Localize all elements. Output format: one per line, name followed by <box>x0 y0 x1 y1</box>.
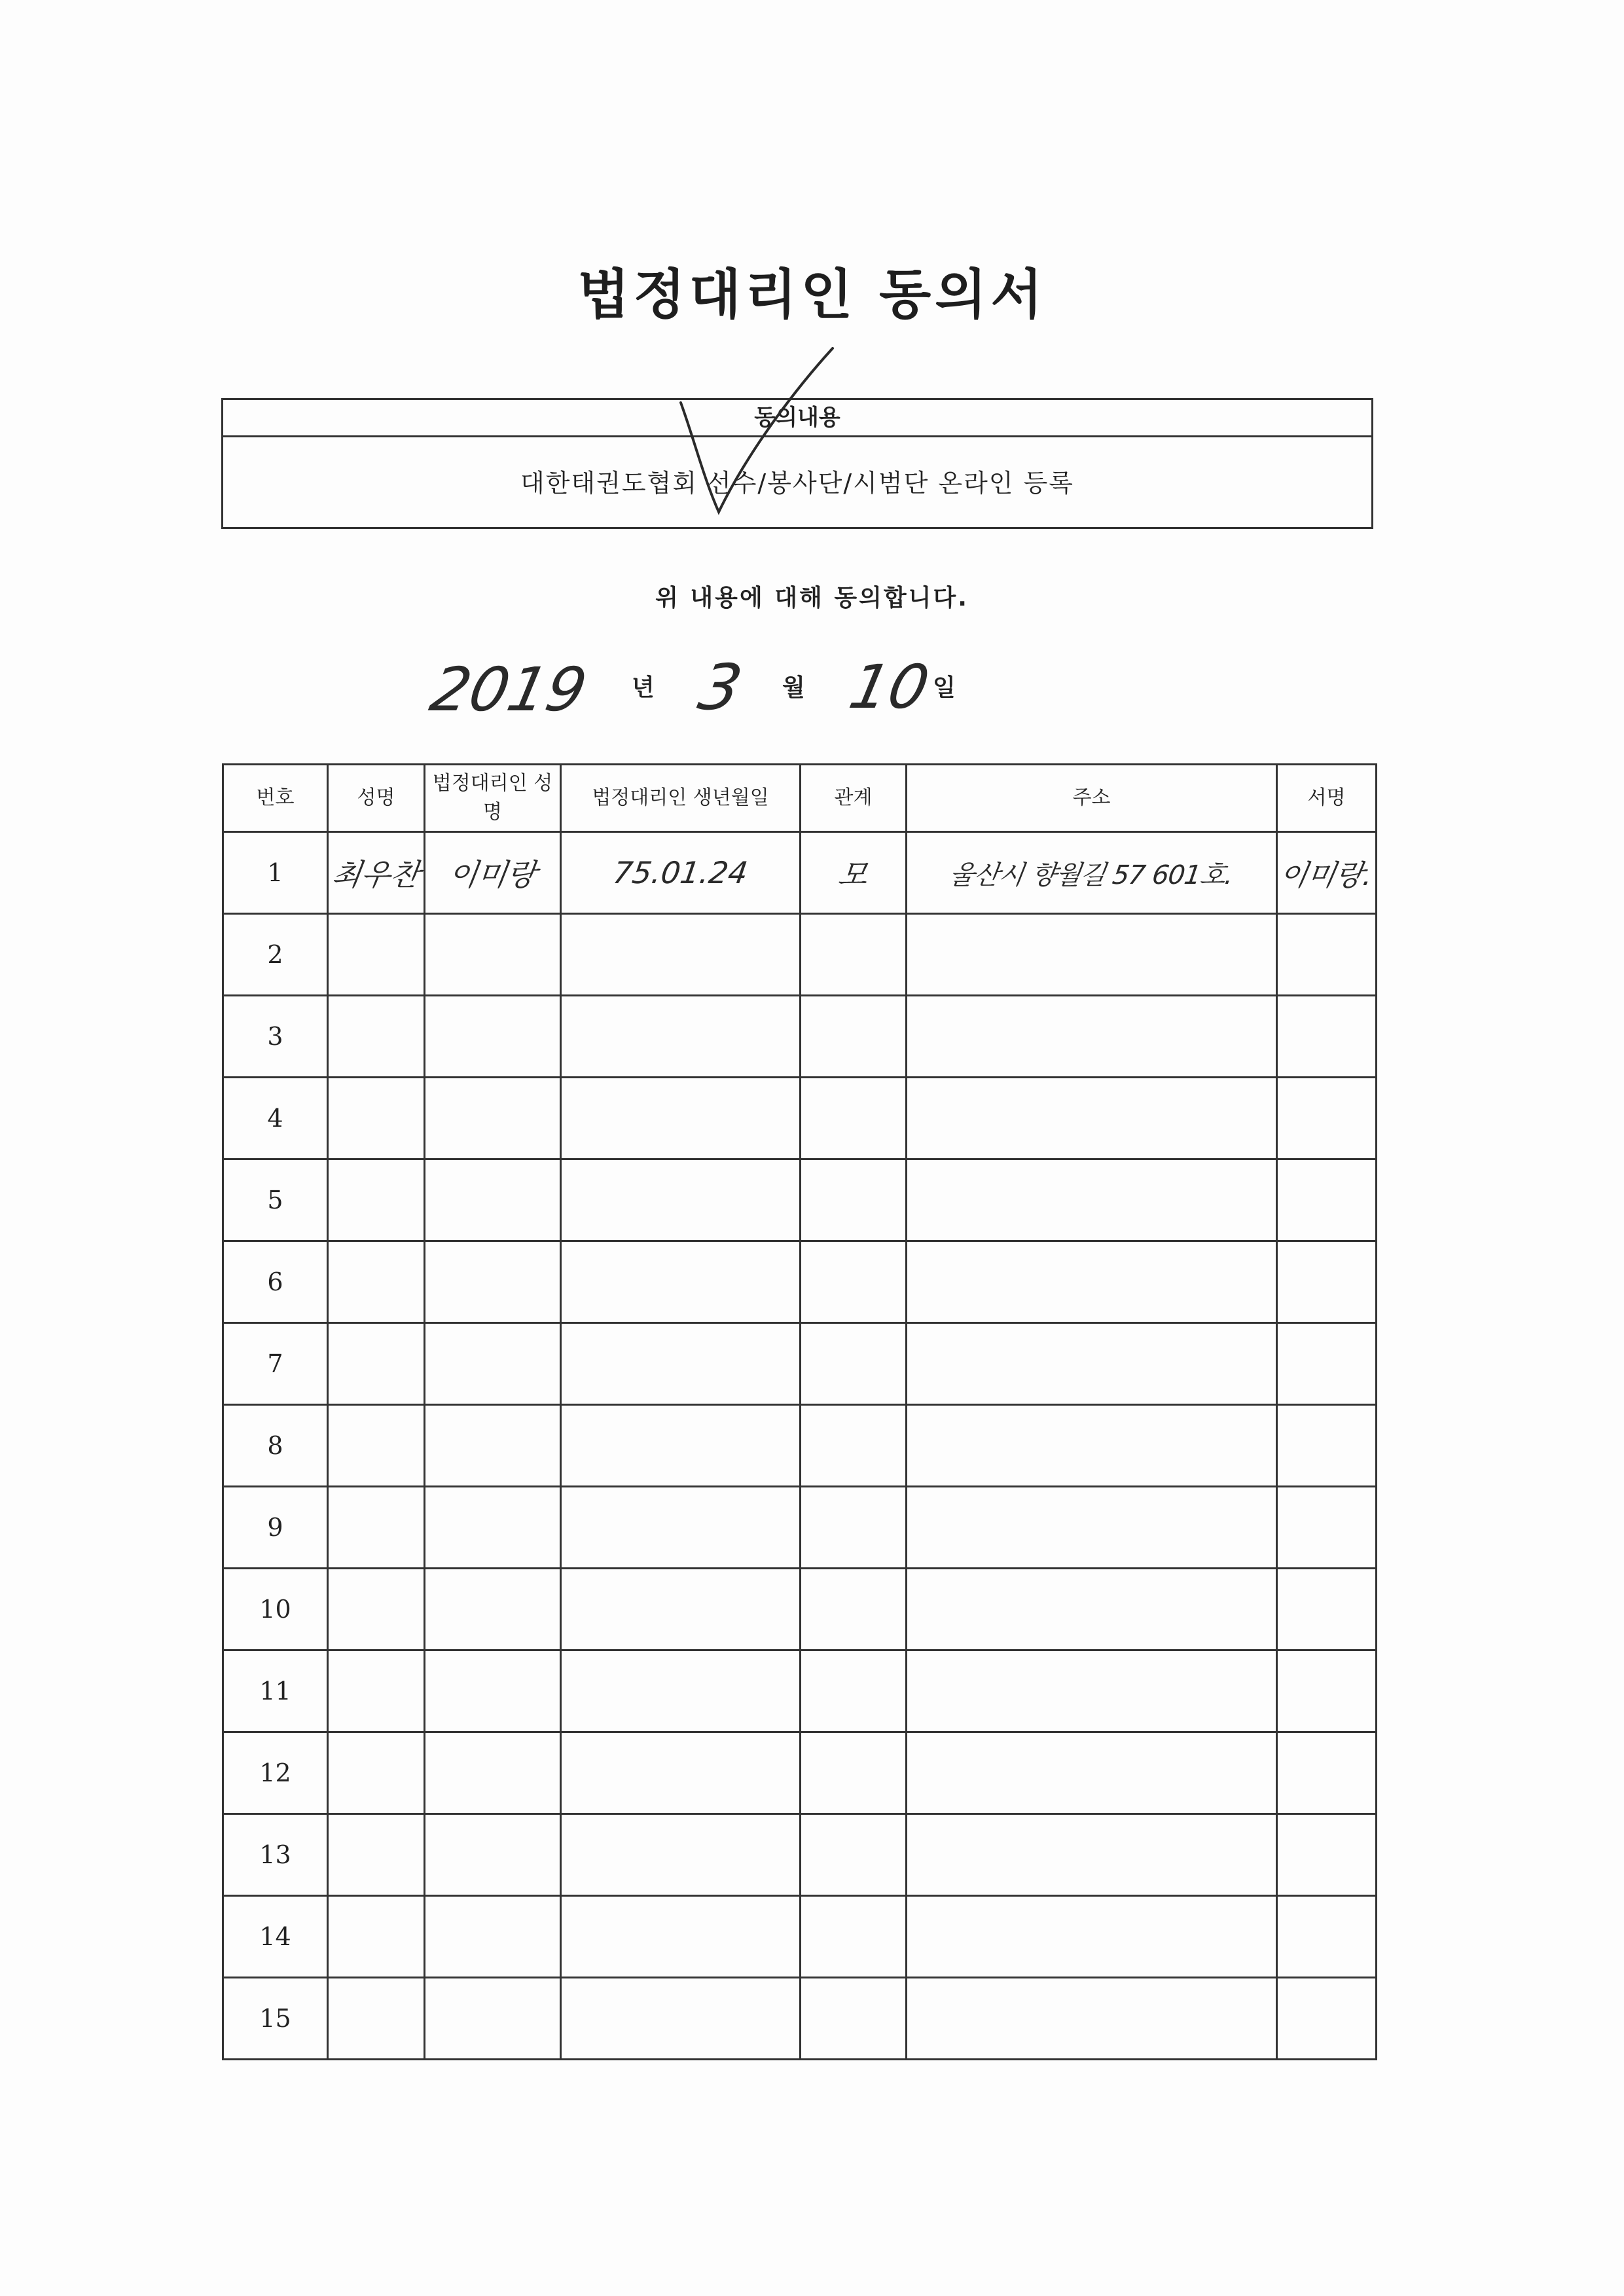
cell-guardian-birth <box>561 1896 801 1978</box>
cell-no: 9 <box>223 1487 328 1569</box>
cell-signature <box>1277 1650 1377 1732</box>
cell-signature <box>1277 1323 1377 1405</box>
cell-relation <box>801 832 907 914</box>
cell-name-value: 최우찬 <box>329 857 422 892</box>
document-title: 법정대리인 동의서 <box>577 264 1047 326</box>
cell-signature <box>1277 1159 1377 1241</box>
cell-signature <box>1277 1569 1377 1650</box>
cell-name <box>328 1732 425 1814</box>
date-year-unit: 년 <box>632 674 655 701</box>
cell-no: 3 <box>223 996 328 1078</box>
cell-relation <box>801 1487 907 1569</box>
cell-relation <box>801 1323 907 1405</box>
table-row <box>223 1159 1377 1241</box>
cell-no: 4 <box>223 1078 328 1159</box>
header-guardian-name: 법정대리인 성명 <box>425 765 561 832</box>
table-row <box>223 1323 1377 1405</box>
cell-signature <box>1277 1241 1377 1323</box>
cell-guardian-name <box>425 1078 561 1159</box>
date-month: 3 <box>693 651 748 724</box>
table-row <box>223 1896 1377 1978</box>
table-row <box>223 832 1377 914</box>
cell-no: 2 <box>223 914 328 996</box>
cell-relation <box>801 1159 907 1241</box>
cell-signature <box>1277 914 1377 996</box>
cell-guardian-name <box>425 1650 561 1732</box>
table-row <box>223 1487 1377 1569</box>
header-name: 성명 <box>328 765 425 832</box>
cell-signature <box>1277 1487 1377 1569</box>
cell-name <box>328 1650 425 1732</box>
cell-address <box>907 1732 1277 1814</box>
cell-signature <box>1277 832 1377 914</box>
table-row <box>223 1569 1377 1650</box>
cell-guardian-birth-value: 75.01.24 <box>611 855 750 890</box>
cell-address <box>907 1814 1277 1896</box>
cell-address <box>907 1487 1277 1569</box>
cell-guardian-birth <box>561 1732 801 1814</box>
cell-address <box>907 832 1277 914</box>
cell-guardian-birth <box>561 1569 801 1650</box>
cell-no: 15 <box>223 1978 328 2060</box>
cell-name <box>328 996 425 1078</box>
date-day: 10 <box>843 652 935 722</box>
cell-address <box>907 1078 1277 1159</box>
cell-relation-value: 모 <box>836 857 871 892</box>
header-no: 번호 <box>223 765 328 832</box>
table-row <box>223 996 1377 1078</box>
cell-relation <box>801 1569 907 1650</box>
cell-signature-value: 이미랑. <box>1276 859 1375 892</box>
cell-no: 6 <box>223 1241 328 1323</box>
cell-guardian-name <box>425 1405 561 1487</box>
cell-address <box>907 914 1277 996</box>
cell-guardian-name <box>425 1814 561 1896</box>
cell-address <box>907 1896 1277 1978</box>
cell-guardian-birth <box>561 914 801 996</box>
cell-guardian-name <box>425 1241 561 1323</box>
date-year: 2019 <box>424 655 593 725</box>
cell-guardian-birth <box>561 1487 801 1569</box>
header-signature: 서명 <box>1277 765 1377 832</box>
cell-guardian-name <box>425 1978 561 2060</box>
cell-name <box>328 1487 425 1569</box>
cell-guardian-name <box>425 832 561 914</box>
cell-address <box>907 1405 1277 1487</box>
cell-guardian-birth <box>561 1078 801 1159</box>
cell-guardian-name <box>425 1159 561 1241</box>
cell-address <box>907 1323 1277 1405</box>
table-row <box>223 1405 1377 1487</box>
agreement-statement: 위 내용에 대해 동의합니다. <box>655 585 969 611</box>
cell-guardian-birth <box>561 996 801 1078</box>
cell-no: 8 <box>223 1405 328 1487</box>
cell-name <box>328 1241 425 1323</box>
cell-relation <box>801 1405 907 1487</box>
header-relation: 관계 <box>801 765 907 832</box>
cell-guardian-name <box>425 1487 561 1569</box>
cell-name <box>328 1159 425 1241</box>
cell-guardian-birth <box>561 832 801 914</box>
header-address: 주소 <box>907 765 1277 832</box>
signing-date <box>424 651 1218 733</box>
cell-signature <box>1277 996 1377 1078</box>
cell-no: 5 <box>223 1159 328 1241</box>
date-month-unit: 월 <box>782 674 805 701</box>
table-row <box>223 1650 1377 1732</box>
table-body <box>223 832 1377 2060</box>
cell-name <box>328 1896 425 1978</box>
cell-address <box>907 1650 1277 1732</box>
cell-guardian-birth <box>561 1159 801 1241</box>
cell-name <box>328 1323 425 1405</box>
cell-guardian-birth <box>561 1650 801 1732</box>
cell-signature <box>1277 1978 1377 2060</box>
guardian-roster-table <box>222 763 1377 2060</box>
check-mark-icon <box>668 340 864 537</box>
table-row <box>223 914 1377 996</box>
cell-name <box>328 832 425 914</box>
cell-address <box>907 1569 1277 1650</box>
table-row <box>223 1078 1377 1159</box>
cell-guardian-birth <box>561 1405 801 1487</box>
cell-no: 7 <box>223 1323 328 1405</box>
table-row <box>223 1978 1377 2060</box>
cell-relation <box>801 1896 907 1978</box>
cell-relation <box>801 1978 907 2060</box>
consent-content-header: 동의내용 <box>223 400 1371 437</box>
cell-name <box>328 1814 425 1896</box>
cell-guardian-name <box>425 1732 561 1814</box>
cell-signature <box>1277 1078 1377 1159</box>
cell-signature <box>1277 1732 1377 1814</box>
table-row <box>223 1732 1377 1814</box>
cell-relation <box>801 1814 907 1896</box>
cell-relation <box>801 996 907 1078</box>
cell-guardian-name <box>425 914 561 996</box>
table-header-row <box>223 765 1377 832</box>
cell-signature <box>1277 1814 1377 1896</box>
date-day-unit: 일 <box>933 674 956 701</box>
table-row <box>223 1241 1377 1323</box>
cell-relation <box>801 1650 907 1732</box>
cell-name <box>328 1405 425 1487</box>
cell-guardian-birth <box>561 1814 801 1896</box>
cell-guardian-birth <box>561 1241 801 1323</box>
cell-no: 13 <box>223 1814 328 1896</box>
cell-address <box>907 1241 1277 1323</box>
cell-guardian-name <box>425 1896 561 1978</box>
table-row <box>223 1814 1377 1896</box>
cell-no: 14 <box>223 1896 328 1978</box>
cell-guardian-birth <box>561 1978 801 2060</box>
cell-guardian-birth <box>561 1323 801 1405</box>
cell-no: 12 <box>223 1732 328 1814</box>
cell-name <box>328 914 425 996</box>
cell-guardian-name <box>425 1323 561 1405</box>
cell-guardian-name <box>425 996 561 1078</box>
cell-address-value: 울산시 향월길 57 601호. <box>947 860 1235 890</box>
cell-signature <box>1277 1896 1377 1978</box>
cell-no: 10 <box>223 1569 328 1650</box>
cell-address <box>907 996 1277 1078</box>
cell-address <box>907 1159 1277 1241</box>
cell-name <box>328 1569 425 1650</box>
cell-guardian-name <box>425 1569 561 1650</box>
cell-relation <box>801 1241 907 1323</box>
cell-signature <box>1277 1405 1377 1487</box>
cell-name <box>328 1078 425 1159</box>
header-guardian-birth: 법정대리인 생년월일 <box>561 765 801 832</box>
consent-content-text: 대한태권도협회 선수/봉사단/시범단 온라인 등록 <box>520 469 1074 498</box>
cell-name <box>328 1978 425 2060</box>
cell-address <box>907 1978 1277 2060</box>
cell-relation <box>801 914 907 996</box>
cell-relation <box>801 1732 907 1814</box>
cell-relation <box>801 1078 907 1159</box>
cell-no: 1 <box>223 832 328 914</box>
cell-no: 11 <box>223 1650 328 1732</box>
cell-guardian-name-value: 이미랑 <box>446 857 539 892</box>
